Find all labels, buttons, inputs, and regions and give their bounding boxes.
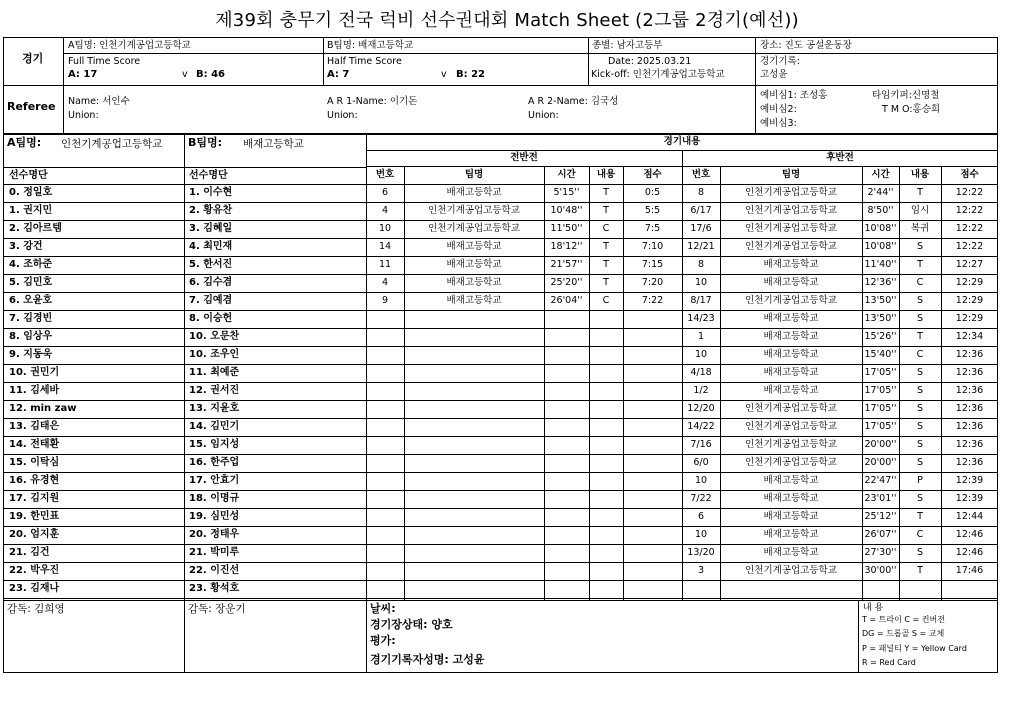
second-half-team-cell: 인천기계공업고등학교 — [745, 403, 837, 414]
legend-line-4: R = Red Card — [862, 658, 916, 667]
team-a-name: A팀명: 인천기계공업고등학교 — [68, 40, 191, 51]
second-half-team-cell: 배재고등학교 — [763, 475, 819, 486]
team-b-player: 12. 권서진 — [189, 385, 240, 396]
evaluation-label: 평가: — [370, 634, 396, 647]
kickoff: Kick-off: 인천기계공업고등학교 — [591, 69, 725, 80]
second-half-time-cell: 23'01'' — [864, 493, 897, 504]
first-half-type-cell: C — [602, 223, 610, 234]
full-time-v: v — [182, 69, 188, 80]
first-half-score-cell: 7:20 — [641, 277, 664, 288]
second-half-team-cell: 배재고등학교 — [763, 529, 819, 540]
second-half-team-cell: 배재고등학교 — [763, 277, 819, 288]
second-half-type-cell: C — [916, 349, 924, 360]
second-half-number-cell: 14/23 — [687, 313, 715, 324]
recorder-label: 경기기록: — [760, 56, 800, 67]
second-half-number-cell: 7/22 — [690, 493, 712, 504]
second-half-score-cell: 12:36 — [955, 385, 984, 396]
legend-line-2: DG = 드롭골 S = 교체 — [862, 629, 945, 638]
first-half-score-cell: 5:5 — [644, 205, 661, 216]
first-half-score-cell: 7:10 — [641, 241, 664, 252]
full-time-a: A: 17 — [68, 69, 98, 80]
team-b-player: 21. 박미루 — [189, 547, 240, 558]
second-half-team-cell: 배재고등학교 — [763, 493, 819, 504]
second-half-time-cell: 17'05'' — [864, 367, 897, 378]
team-b-player: 20. 정태우 — [189, 529, 240, 540]
second-half-type-cell: T — [917, 259, 923, 270]
first-half-header: 전반전 — [510, 152, 538, 163]
second-half-type-cell: S — [916, 421, 924, 432]
second-half-type-cell: C — [916, 277, 924, 288]
team-a-player: 11. 김세바 — [9, 385, 60, 396]
first-half-time-cell: 11'50'' — [550, 223, 583, 234]
second-half-time-cell: 13'50'' — [864, 313, 897, 324]
second-half-type-cell: 임시 — [910, 205, 930, 216]
second-half-score-cell: 12:46 — [955, 529, 984, 540]
team-b-player: 16. 한주업 — [189, 457, 240, 468]
team-a-player: 8. 임상우 — [9, 331, 53, 342]
team-b-player: 2. 황유찬 — [189, 205, 233, 216]
second-half-time-cell: 26'07'' — [864, 529, 897, 540]
second-half-time-cell: 22'47'' — [864, 475, 897, 486]
second-half-team-cell: 인천기계공업고등학교 — [745, 205, 837, 216]
legend-title: 내 용 — [863, 603, 884, 613]
category: 종별: 남자고등부 — [592, 40, 663, 51]
team-b-player: 6. 김수겸 — [189, 277, 233, 288]
team-a-player: 19. 한민표 — [9, 511, 60, 522]
second-half-number-cell: 13/20 — [687, 547, 715, 558]
first-half-col-number-header: 번호 — [375, 169, 395, 180]
team-a-player: 17. 김지원 — [9, 493, 60, 504]
referee-label: Referee — [7, 100, 56, 113]
second-half-time-cell: 11'40'' — [864, 259, 897, 270]
second-half-col-team-header: 팀명 — [781, 169, 801, 180]
team-a-player: 4. 조하준 — [9, 259, 53, 270]
second-half-score-cell: 12:29 — [955, 313, 984, 324]
first-half-type-cell: T — [603, 241, 609, 252]
second-half-type-cell: S — [916, 241, 924, 252]
team-b-player: 10. 조우인 — [189, 349, 240, 360]
page-title: 제39회 충무기 전국 럭비 선수권대회 Match Sheet (2그룹 2경기(예선)) — [215, 10, 799, 31]
first-half-number-cell: 9 — [381, 295, 389, 306]
first-half-time-cell: 18'12'' — [550, 241, 583, 252]
first-half-time-cell: 10'48'' — [550, 205, 583, 216]
team-a-player: 7. 김경빈 — [9, 313, 53, 324]
second-half-number-cell: 1 — [697, 331, 705, 342]
team-b-player: 15. 임지성 — [189, 439, 240, 450]
second-half-time-cell: 20'00'' — [864, 457, 897, 468]
second-half-header: 후반전 — [826, 152, 854, 163]
second-half-number-cell: 10 — [694, 349, 708, 360]
second-half-number-cell: 6 — [697, 511, 705, 522]
first-half-number-cell: 4 — [381, 277, 389, 288]
team-a-player: 21. 김건 — [9, 547, 50, 558]
second-half-score-cell: 12:36 — [955, 439, 984, 450]
second-half-time-cell: 12'36'' — [864, 277, 897, 288]
second-half-time-cell: 17'05'' — [864, 385, 897, 396]
first-half-score-cell: 7:5 — [644, 223, 661, 234]
second-half-time-cell: 25'12'' — [864, 511, 897, 522]
first-half-score-cell: 7:22 — [641, 295, 664, 306]
second-half-col-time-header: 시간 — [871, 169, 890, 180]
second-half-score-cell: 12:22 — [955, 223, 984, 234]
legend-line-1: T = 트라이 C = 컨버젼 — [862, 615, 945, 624]
recorder-signature: 경기기록자성명: 고성윤 — [370, 653, 485, 666]
second-half-time-cell: 30'00'' — [864, 565, 897, 576]
second-half-time-cell: 13'50'' — [864, 295, 897, 306]
second-half-score-cell: 12:22 — [955, 205, 984, 216]
second-half-team-cell: 배재고등학교 — [763, 331, 819, 342]
team-b-player: 8. 이승헌 — [189, 313, 233, 324]
ground-condition: 경기장상태: 양호 — [370, 618, 453, 631]
half-time-a: A: 7 — [327, 69, 350, 80]
team-a-player: 0. 정일호 — [9, 187, 53, 198]
second-half-col-type-header: 내용 — [910, 169, 930, 180]
first-half-time-cell: 21'57'' — [550, 259, 583, 270]
team-b-player: 7. 김예겸 — [189, 295, 233, 306]
first-half-team-cell: 인천기계공업고등학교 — [428, 205, 520, 216]
second-half-score-cell: 12:36 — [955, 403, 984, 414]
first-half-number-cell: 10 — [378, 223, 392, 234]
second-half-time-cell: 15'40'' — [864, 349, 897, 360]
second-half-time-cell: 2'44'' — [867, 187, 894, 198]
first-half-time-cell: 26'04'' — [550, 295, 583, 306]
second-half-team-cell: 배재고등학교 — [763, 313, 819, 324]
first-half-col-type-header: 내용 — [596, 169, 616, 180]
first-half-type-cell: T — [603, 277, 609, 288]
second-half-number-cell: 4/18 — [690, 367, 712, 378]
second-half-type-cell: S — [916, 493, 924, 504]
second-half-score-cell: 12:27 — [955, 259, 984, 270]
first-half-number-cell: 11 — [378, 259, 392, 270]
second-half-score-cell: 12:39 — [955, 475, 984, 486]
second-half-number-cell: 12/20 — [687, 403, 715, 414]
venue: 장소: 진도 공설운동장 — [760, 40, 852, 51]
second-half-time-cell: 27'30'' — [864, 547, 897, 558]
second-half-team-cell: 배재고등학교 — [763, 367, 819, 378]
second-half-type-cell: S — [916, 457, 924, 468]
second-half-number-cell: 10 — [694, 277, 708, 288]
second-half-type-cell: T — [917, 565, 923, 576]
second-half-type-cell: T — [917, 331, 923, 342]
second-half-team-cell: 인천기계공업고등학교 — [745, 565, 837, 576]
match-label: 경기 — [22, 52, 44, 65]
second-half-number-cell: 8/17 — [690, 295, 712, 306]
second-half-team-cell: 인천기계공업고등학교 — [745, 187, 837, 198]
team-a-player: 1. 권지민 — [9, 205, 53, 216]
team-a-player: 5. 김민호 — [9, 277, 53, 288]
first-half-time-cell: 5'15'' — [553, 187, 580, 198]
second-half-type-cell: S — [916, 439, 924, 450]
second-half-team-cell: 인천기계공업고등학교 — [745, 457, 837, 468]
team-a-player: 9. 지동욱 — [9, 349, 53, 360]
team-b-player: 10. 오문찬 — [189, 331, 240, 342]
first-half-number-cell: 4 — [381, 205, 389, 216]
second-half-number-cell: 14/22 — [687, 421, 715, 432]
team-b-player: 18. 이명규 — [189, 493, 240, 504]
second-half-type-cell: S — [916, 313, 924, 324]
timekeeper: 타임키퍼:신명철 — [872, 90, 940, 101]
ar1-name: A R 1-Name: 이기돈 — [327, 96, 418, 107]
team-b-player: 5. 한서진 — [189, 259, 233, 270]
team-b-player: 4. 최민재 — [189, 241, 233, 252]
second-half-team-cell: 배재고등학교 — [763, 385, 819, 396]
second-half-score-cell: 12:46 — [955, 547, 984, 558]
team-b-player: 19. 심민성 — [189, 511, 240, 522]
second-half-number-cell: 10 — [694, 529, 708, 540]
first-half-score-cell: 0:5 — [644, 187, 661, 198]
second-half-score-cell: 12:22 — [955, 187, 984, 198]
second-half-score-cell: 12:39 — [955, 493, 984, 504]
team-b-player: 14. 김민기 — [189, 421, 240, 432]
team-a-roster-header: 선수명단 — [9, 170, 48, 181]
team-a-player: 12. min zaw — [9, 403, 77, 414]
second-half-time-cell: 15'26'' — [864, 331, 897, 342]
second-half-type-cell: S — [916, 547, 924, 558]
team-b-player: 13. 지윤호 — [189, 403, 240, 414]
ar1-union: Union: — [327, 110, 358, 121]
team-b-player: 1. 이수현 — [189, 187, 233, 198]
second-half-score-cell: 12:36 — [955, 421, 984, 432]
half-time-label: Half Time Score — [327, 56, 402, 67]
second-half-number-cell: 8 — [697, 259, 705, 270]
second-half-team-cell: 배재고등학교 — [763, 349, 819, 360]
first-half-col-score-header: 점수 — [643, 169, 662, 180]
first-half-team-cell: 배재고등학교 — [446, 241, 502, 252]
second-half-team-cell: 인천기계공업고등학교 — [745, 439, 837, 450]
team-b-player: 3. 김혜일 — [189, 223, 233, 234]
referee-union: Union: — [68, 110, 99, 121]
team-b-player: 11. 최예준 — [189, 367, 240, 378]
team-b-player: 22. 이진선 — [189, 565, 240, 576]
first-half-team-cell: 배재고등학교 — [446, 187, 502, 198]
team-a-player: 22. 박우진 — [9, 565, 60, 576]
game-content-header: 경기내용 — [663, 136, 701, 147]
second-half-type-cell: 복귀 — [910, 223, 930, 234]
team-b-title: 배재고등학교 — [243, 138, 304, 150]
team-a-player: 13. 김태은 — [9, 421, 60, 432]
second-half-type-cell: S — [916, 385, 924, 396]
second-half-score-cell: 12:36 — [955, 349, 984, 360]
second-half-team-cell: 인천기계공업고등학교 — [745, 295, 837, 306]
first-half-time-cell: 25'20'' — [550, 277, 583, 288]
team-a-player: 2. 김아르템 — [9, 223, 62, 234]
second-half-time-cell: 20'00'' — [864, 439, 897, 450]
first-half-col-time-header: 시간 — [557, 169, 576, 180]
team-a-player: 6. 오윤호 — [9, 295, 53, 306]
second-half-score-cell: 12:29 — [955, 295, 984, 306]
full-time-label: Full Time Score — [68, 56, 141, 67]
second-half-number-cell: 8 — [697, 187, 705, 198]
second-half-time-cell: 8'50'' — [867, 205, 894, 216]
first-half-score-cell: 7:15 — [641, 259, 664, 270]
second-half-score-cell: 12:22 — [955, 241, 984, 252]
second-half-score-cell: 12:44 — [955, 511, 984, 522]
second-half-number-cell: 17/6 — [690, 223, 712, 234]
team-a-title: 인천기계공업고등학교 — [61, 138, 163, 150]
match-date: Date: 2025.03.21 — [608, 56, 692, 67]
second-half-score-cell: 12:29 — [955, 277, 984, 288]
second-half-number-cell: 12/21 — [687, 241, 715, 252]
second-half-time-cell: 17'05'' — [864, 421, 897, 432]
team-a-player: 16. 유경현 — [9, 475, 60, 486]
first-half-type-cell: C — [602, 295, 610, 306]
first-half-team-cell: 인천기계공업고등학교 — [428, 223, 520, 234]
second-half-number-cell: 7/16 — [690, 439, 712, 450]
second-half-time-cell: 10'08'' — [864, 223, 897, 234]
weather-label: 날씨: — [370, 602, 396, 615]
second-half-number-cell: 6/0 — [693, 457, 709, 468]
second-half-type-cell: T — [917, 187, 923, 198]
first-half-team-cell: 배재고등학교 — [446, 295, 502, 306]
team-a-player: 23. 김재나 — [9, 583, 60, 594]
first-half-number-cell: 14 — [378, 241, 392, 252]
team-b-name: B팀명: 배재고등학교 — [327, 40, 414, 51]
first-half-type-cell: T — [603, 187, 609, 198]
second-half-type-cell: S — [916, 295, 924, 306]
second-half-score-cell: 17:46 — [955, 565, 984, 576]
ar2-name: A R 2-Name: 김국성 — [528, 96, 619, 107]
second-half-number-cell: 6/17 — [690, 205, 712, 216]
first-half-type-cell: T — [603, 259, 609, 270]
team-a-label: A팀명: — [7, 136, 42, 149]
first-half-col-team-header: 팀명 — [464, 169, 484, 180]
second-half-score-cell: 12:34 — [955, 331, 984, 342]
second-half-type-cell: P — [917, 475, 923, 486]
team-a-coach: 감독: 김희영 — [7, 603, 65, 615]
second-half-team-cell: 배재고등학교 — [763, 259, 819, 270]
first-half-team-cell: 배재고등학교 — [446, 259, 502, 270]
team-b-player: 23. 황석호 — [189, 583, 240, 594]
team-a-player: 14. 전태환 — [9, 439, 60, 450]
ar2-union: Union: — [528, 110, 559, 121]
second-half-col-number-header: 번호 — [691, 169, 711, 180]
second-half-number-cell: 10 — [694, 475, 708, 486]
second-half-col-score-header: 점수 — [960, 169, 979, 180]
second-half-number-cell: 3 — [697, 565, 705, 576]
team-b-player: 17. 안효기 — [189, 475, 240, 486]
tmo: T M O:홍승희 — [882, 104, 941, 115]
half-time-b: B: 22 — [456, 69, 486, 80]
second-half-team-cell: 배재고등학교 — [763, 511, 819, 522]
reserve-referee-1: 예비심1: 조성홍 — [760, 90, 828, 101]
reserve-referee-2: 예비심2: — [760, 104, 797, 115]
team-a-player: 10. 권민기 — [9, 367, 60, 378]
full-time-b: B: 46 — [196, 69, 226, 80]
first-half-type-cell: T — [603, 205, 609, 216]
team-a-player: 20. 엄지훈 — [9, 529, 60, 540]
team-a-player: 15. 이탁심 — [9, 457, 60, 468]
legend-line-3: P = 패널티 Y = Yellow Card — [862, 644, 967, 653]
referee-name: Name: 서인수 — [68, 96, 130, 107]
second-half-type-cell: C — [916, 529, 924, 540]
second-half-time-cell: 17'05'' — [864, 403, 897, 414]
second-half-time-cell: 10'08'' — [864, 241, 897, 252]
reserve-referee-3: 예비심3: — [760, 118, 797, 129]
second-half-number-cell: 1/2 — [693, 385, 709, 396]
second-half-type-cell: S — [916, 367, 924, 378]
recorder-name: 고성윤 — [760, 69, 788, 80]
second-half-type-cell: S — [916, 403, 924, 414]
second-half-score-cell: 12:36 — [955, 457, 984, 468]
second-half-team-cell: 배재고등학교 — [763, 547, 819, 558]
half-time-v: v — [441, 69, 447, 80]
team-b-label: B팀명: — [188, 136, 223, 149]
second-half-score-cell: 12:36 — [955, 367, 984, 378]
second-half-type-cell: T — [917, 511, 923, 522]
second-half-team-cell: 인천기계공업고등학교 — [745, 223, 837, 234]
team-b-coach: 감독: 장운기 — [188, 603, 246, 615]
team-b-roster-header: 선수명단 — [189, 170, 228, 181]
team-a-player: 3. 강건 — [9, 241, 43, 252]
second-half-team-cell: 인천기계공업고등학교 — [745, 241, 837, 252]
second-half-team-cell: 인천기계공업고등학교 — [745, 421, 837, 432]
first-half-team-cell: 배재고등학교 — [446, 277, 502, 288]
first-half-number-cell: 6 — [381, 187, 389, 198]
